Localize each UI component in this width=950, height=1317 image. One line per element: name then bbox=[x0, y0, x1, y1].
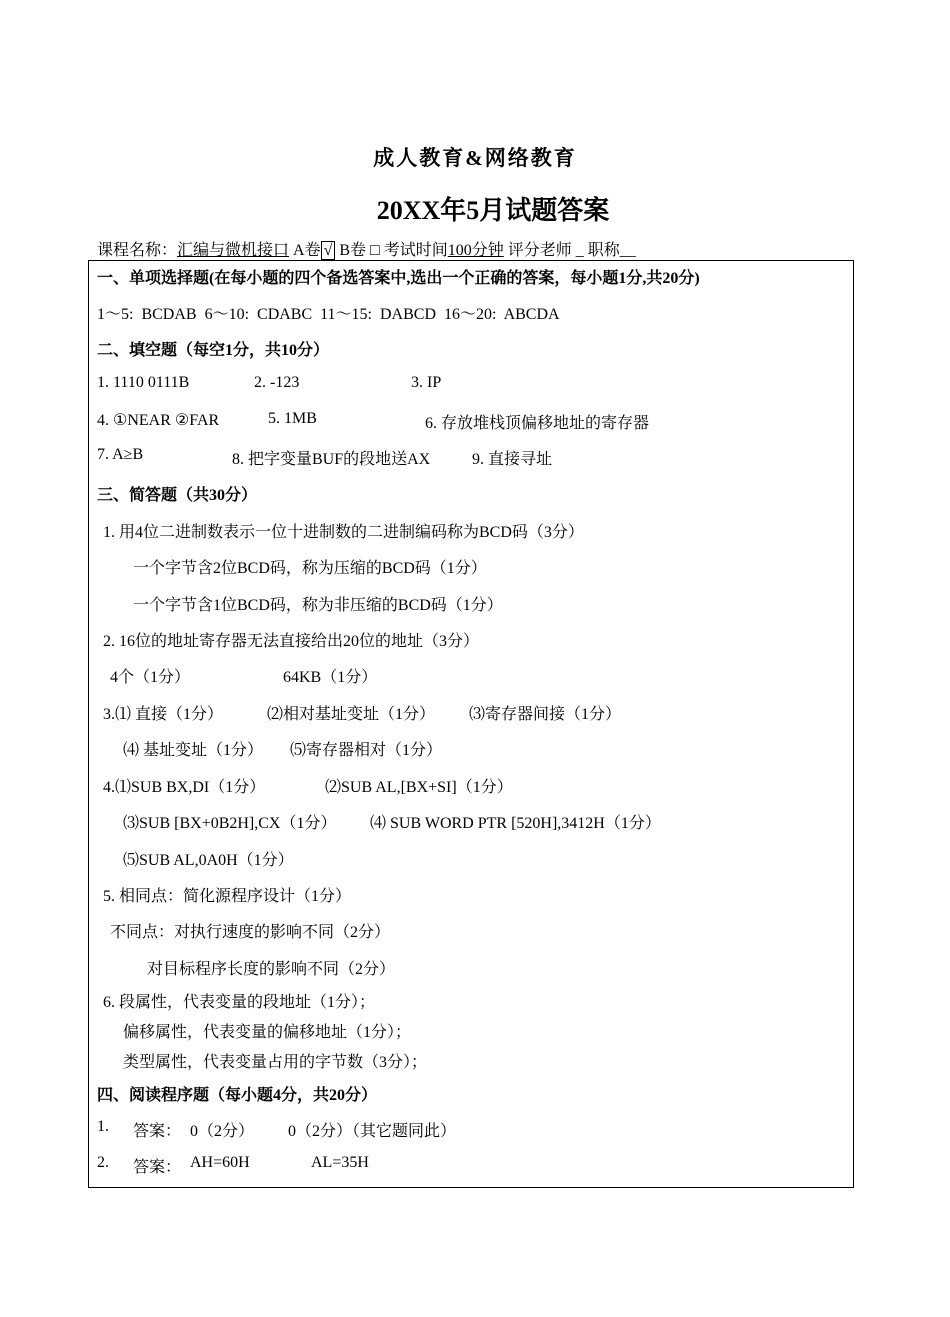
s4-answer-1-number: 1. bbox=[97, 1118, 109, 1135]
q4-item-2: ⑵SUB AL,[BX+SI]（1分） bbox=[325, 779, 513, 796]
q1-line-1: 1. 用4位二进制数表示一位十进制数的二进制编码称为BCD码（3分） bbox=[103, 524, 584, 541]
s4-answer-2-number: 2. bbox=[97, 1154, 109, 1171]
exam-time-value: 100分钟 bbox=[447, 242, 504, 259]
q2-line-2a: 4个（1分） bbox=[110, 669, 191, 686]
q1-line-2: 一个字节含2位BCD码，称为压缩的BCD码（1分） bbox=[133, 560, 487, 577]
q2-line-2b: 64KB（1分） bbox=[283, 669, 378, 686]
paper-b-checkbox: □ bbox=[370, 242, 380, 259]
page-title: 20XX年5月试题答案 bbox=[376, 196, 610, 225]
q1-line-3: 一个字节含1位BCD码，称为非压缩的BCD码（1分） bbox=[133, 597, 503, 614]
course-name: 汇编与微机接口 bbox=[177, 242, 290, 259]
paper-a-checkbox: √ bbox=[321, 241, 336, 260]
fill-answer-2: 2. -123 bbox=[254, 374, 300, 391]
q3-item-3: ⑶寄存器间接（1分） bbox=[469, 706, 622, 723]
s4-answer-1-label: 答案： bbox=[133, 1123, 182, 1140]
q5-line-2: 不同点：对执行速度的影响不同（2分） bbox=[110, 924, 391, 941]
section-1-title: 一、单项选择题(在每小题的四个备选答案中,选出一个正确的答案，每小题1分,共20分) bbox=[97, 270, 700, 287]
s4-answer-1-value-a: 0（2分） bbox=[190, 1123, 255, 1140]
q4-item-5: ⑸SUB AL,0A0H（1分） bbox=[123, 852, 294, 869]
q3-item-4: ⑷ 基址变址（1分） bbox=[123, 742, 264, 759]
q3-item-5: ⑸寄存器相对（1分） bbox=[290, 742, 443, 759]
q4-item-3: ⑶SUB [BX+0B2H],CX（1分） bbox=[123, 815, 337, 832]
q4-item-4: ⑷ SUB WORD PTR [520H],3412H（1分） bbox=[370, 815, 661, 832]
q6-line-2: 偏移属性，代表变量的偏移地址（1分）； bbox=[123, 1024, 412, 1041]
s4-answer-2-value-a: AH=60H bbox=[190, 1154, 250, 1171]
fill-answer-3: 3. IP bbox=[411, 374, 442, 391]
q4-item-1: 4.⑴SUB BX,DI（1分） bbox=[103, 779, 266, 796]
grader-field: 评分老师 _ 职称__ bbox=[507, 242, 636, 259]
fill-answer-7: 7. A≥B bbox=[97, 446, 144, 463]
s4-answer-2-value-b: AL=35H bbox=[311, 1154, 369, 1171]
fill-answer-9: 9. 直接寻址 bbox=[472, 451, 553, 468]
section-2-title: 二、填空题（每空1分，共10分） bbox=[97, 342, 330, 359]
section-4-title: 四、阅读程序题（每小题4分，共20分） bbox=[97, 1087, 378, 1104]
q3-item-2: ⑵相对基址变址（1分） bbox=[267, 706, 436, 723]
s4-answer-2-label: 答案： bbox=[133, 1159, 182, 1176]
q3-item-1: 3.⑴ 直接（1分） bbox=[103, 706, 224, 723]
section-1-answers: 1～5: BCDAB 6～10: CDABC 11～15: DABCD 16～20: ABCDA bbox=[97, 306, 560, 323]
exam-time-label: 考试时间 bbox=[383, 242, 448, 259]
q6-line-1: 6. 段属性，代表变量的段地址（1分）； bbox=[103, 994, 376, 1011]
s4-answer-1-value-b: 0（2分）（其它题同此） bbox=[288, 1123, 457, 1140]
paper-a-label: A卷 bbox=[293, 242, 321, 259]
fill-answer-1: 1. 1110 0111B bbox=[97, 374, 190, 391]
q2-line-1: 2. 16位的地址寄存器无法直接给出20位的地址（3分） bbox=[103, 633, 480, 650]
course-label: 课程名称： bbox=[97, 242, 178, 259]
org-title: 成人教育&网络教育 bbox=[373, 146, 577, 170]
course-info-line bbox=[97, 237, 636, 260]
paper-b-label: B卷 bbox=[339, 242, 367, 259]
fill-answer-8: 8. 把字变量BUF的段地送AX bbox=[232, 451, 431, 468]
q5-line-3: 对目标程序长度的影响不同（2分） bbox=[147, 961, 396, 978]
section-3-title: 三、简答题（共30分） bbox=[97, 487, 258, 504]
fill-answer-6: 6. 存放堆栈顶偏移地址的寄存器 bbox=[425, 415, 650, 432]
q5-line-1: 5. 相同点：简化源程序设计（1分） bbox=[103, 888, 352, 905]
fill-answer-5: 5. 1MB bbox=[268, 410, 317, 427]
fill-answer-4: 4. ①NEAR ②FAR bbox=[97, 412, 220, 429]
q6-line-3: 类型属性，代表变量占用的字节数（3分）； bbox=[123, 1054, 428, 1071]
